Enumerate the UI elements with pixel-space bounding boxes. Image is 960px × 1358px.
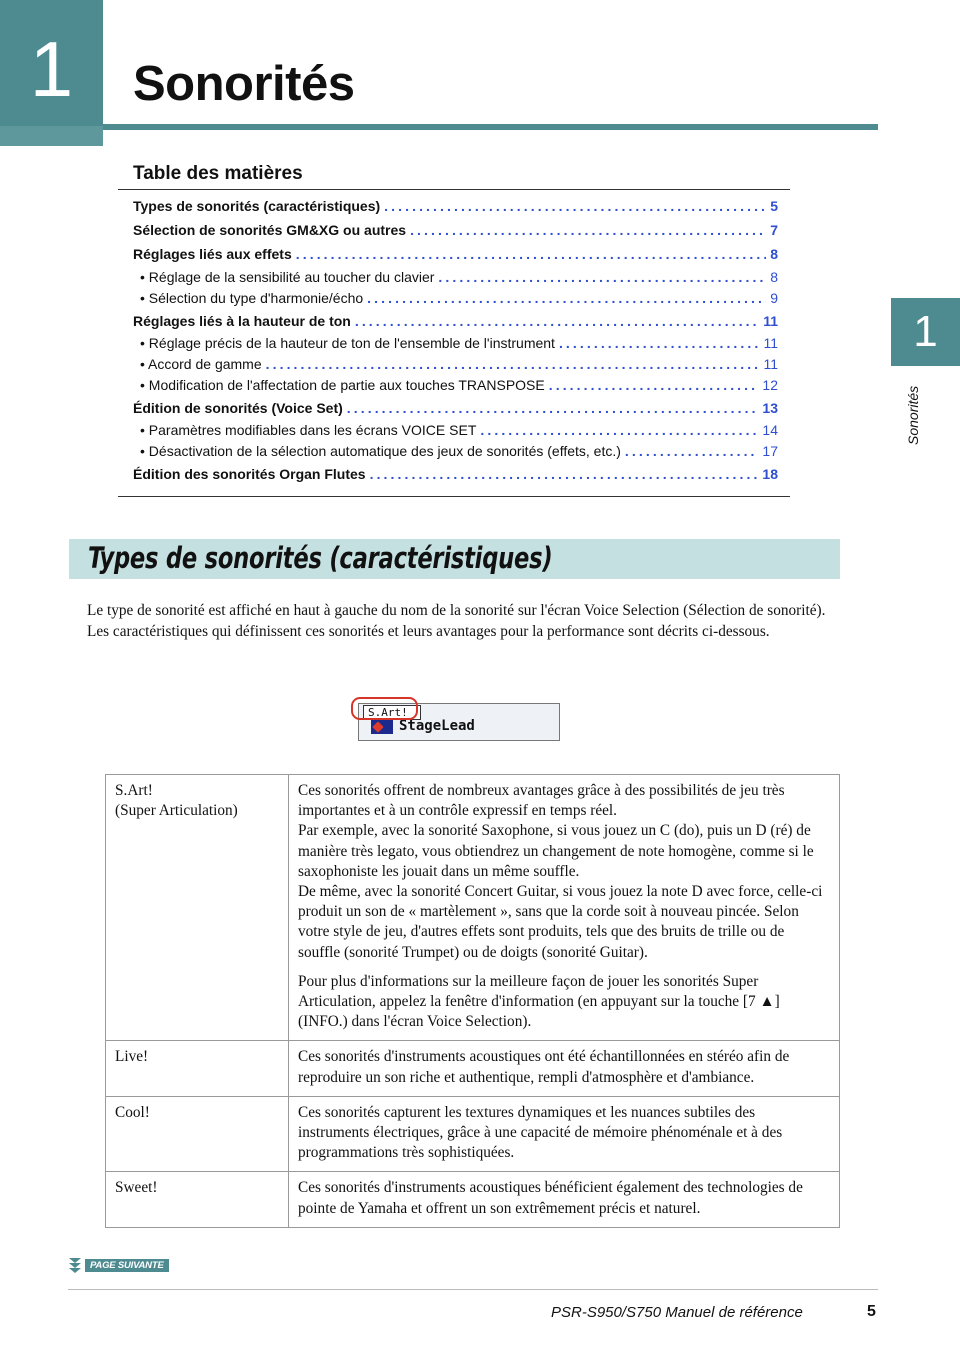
toc-leader-dots: [355, 313, 759, 329]
toc-entry[interactable]: [133, 422, 778, 438]
footer-rule: [68, 1289, 878, 1290]
toc-entry-page: 12: [762, 377, 778, 393]
voice-type-description: [289, 1172, 840, 1227]
toc-entry-page: 17: [762, 443, 778, 459]
voice-type-name: Cool!: [115, 1103, 150, 1121]
section-intro: Le type de sonorité est affiché en haut à gauche du nom de la sonorité sur l'écran Voice Selection (Sélection de sonorité). Les caractéristiques qui définissent ces sonorités et leurs avantages pour la performance sont décrits ci-dessous.: [87, 602, 826, 640]
toc-leader-dots: [410, 222, 766, 238]
toc-entry[interactable]: [133, 335, 778, 351]
toc-entry-label: • Paramètres modifiables dans les écrans VOICE SET: [140, 422, 477, 438]
voice-name: StageLead: [399, 718, 475, 734]
toc-leader-dots: [480, 422, 758, 438]
toc-leader-dots: [559, 335, 760, 351]
side-tab-chapter[interactable]: 1: [891, 298, 960, 366]
highlight-ring: [351, 697, 418, 720]
toc-leader-dots: [266, 356, 760, 372]
toc-entry-label: Sélection de sonorités GM&XG ou autres: [133, 222, 407, 238]
voice-type-cell: [106, 1041, 289, 1096]
table-row: [106, 1172, 840, 1227]
toc-leader-dots: [549, 377, 759, 393]
voice-type-description: [289, 1041, 840, 1096]
table-row: [106, 1096, 840, 1172]
toc-entry[interactable]: [133, 400, 778, 416]
voice-type-name: Live!: [115, 1048, 149, 1066]
description-paragraph: Ces sonorités d'instruments acoustiques ont été échantillonnées en stéréo afin de reproduire un son riche et authentique, rempli d'atmosphère et d'ambiance.: [298, 1048, 790, 1086]
toc-entry[interactable]: [133, 313, 778, 329]
footer-page-number: 5: [867, 1303, 876, 1320]
voice-type-tag: S.Art!: [363, 705, 421, 720]
table-row: [106, 775, 840, 1041]
description-paragraph: Pour plus d'informations sur la meilleure façon de jouer les sonorités Super Articulation, appelez la fenêtre d'information (en appuyant sur la touche [7 ▲] (INFO.) dans l'écran Voice Selection).: [298, 972, 780, 1031]
toc-entry-label: • Accord de gamme: [140, 356, 262, 372]
section-title: Types de sonorités (caractéristiques): [88, 541, 553, 575]
toc-entry-page: 11: [763, 313, 778, 329]
voice-type-description: [289, 775, 840, 1041]
next-page-marker[interactable]: [68, 1256, 169, 1274]
voice-type-name: S.Art!: [115, 782, 153, 799]
toc-entry-label: • Réglage précis de la hauteur de ton de l'ensemble de l'instrument: [140, 335, 555, 351]
toc-heading: Table des matières: [133, 163, 303, 184]
description-paragraph: Ces sonorités offrent de nombreux avantages grâce à des possibilités de jeu très importantes et à un contrôle expressif en temps réel. Par exemple, avec la sonorité Saxophone, si vous jouez un C (do), puis un D (ré) de manière très legato, vous obtiendrez un changement de note homogène, comme si le saxophoniste les jouait dans un même souffle. De même, avec la sonorité Concert Guitar, si vous jouez la note D avec force, celle-ci produit un son de « martèlement », sans que la corde soit à nouveau pincée. Selon votre style de jeu, d'autres effets sont produits, tels que des bruits de trille ou de souffle (sonorité Trumpet) ou de doigts (sonorité Guitar).: [298, 782, 823, 961]
toc-entry-label: Réglages liés aux effets: [133, 246, 292, 262]
voice-type-description: [289, 1096, 840, 1172]
toc-leader-dots: [625, 443, 759, 459]
toc-entry[interactable]: [133, 290, 778, 306]
toc-leader-dots: [367, 290, 766, 306]
voice-type-name: Sweet!: [115, 1179, 158, 1197]
next-page-label: PAGE SUIVANTE: [85, 1259, 169, 1272]
voice-type-cell: [106, 775, 289, 1041]
toc-entry-page: 18: [762, 466, 778, 482]
toc-entry[interactable]: [133, 222, 778, 238]
toc-leader-dots: [347, 400, 759, 416]
toc-entry-page: 8: [770, 269, 778, 285]
side-tab-label: Sonorités: [905, 385, 921, 445]
voice-types-table: [105, 774, 840, 1228]
toc-top-rule: [118, 189, 790, 190]
toc-leader-dots: [384, 198, 766, 214]
toc-entry-page: 9: [770, 290, 778, 306]
toc-bottom-rule: [118, 496, 790, 497]
toc-entry-page: 13: [762, 400, 778, 416]
description-paragraph: Ces sonorités d'instruments acoustiques bénéficient également des technologies de pointe de Yamaha et offrent un son extrêmement précis et naturel.: [298, 1179, 803, 1217]
toc-entry[interactable]: [133, 269, 778, 285]
toc-entry-label: • Réglage de la sensibilité au toucher du clavier: [140, 269, 435, 285]
toc-entry-page: 14: [762, 422, 778, 438]
toc-entry-page: 11: [763, 356, 778, 372]
toc-entry-label: Types de sonorités (caractéristiques): [133, 198, 381, 214]
toc-entry[interactable]: [133, 198, 778, 214]
toc-entry-page: 8: [770, 246, 778, 262]
toc-entry-page: 7: [770, 222, 778, 238]
toc-entry-label: • Modification de l'affectation de partie aux touches TRANSPOSE: [140, 377, 545, 393]
toc-entry-label: • Désactivation de la sélection automatique des jeux de sonorités (effets, etc.): [140, 443, 621, 459]
chapter-title: Sonorités: [133, 57, 355, 111]
description-paragraph: Ces sonorités capturent les textures dynamiques et les nuances subtiles des instruments électriques, grâce à une capacité de mémoire phénoménale et à des programmations très sophistiquées.: [298, 1103, 783, 1162]
chapter-number: 1: [0, 0, 103, 146]
voice-type-name: (Super Articulation): [115, 802, 238, 820]
toc-entry-label: Édition des sonorités Organ Flutes: [133, 466, 366, 482]
toc-entry[interactable]: [133, 356, 778, 372]
voice-type-cell: [106, 1096, 289, 1172]
toc-leader-dots: [438, 269, 766, 285]
chapter-box-strip: [0, 126, 103, 146]
voice-icon: [371, 720, 393, 734]
toc-entry[interactable]: [133, 443, 778, 459]
toc-entry[interactable]: [133, 466, 778, 482]
toc-entry-label: • Sélection du type d'harmonie/écho: [140, 290, 364, 306]
voice-type-cell: [106, 1172, 289, 1227]
double-chevron-down-icon: [68, 1256, 82, 1274]
toc-entry-page: 5: [770, 198, 778, 214]
toc-leader-dots: [370, 466, 759, 482]
toc-entry-label: Réglages liés à la hauteur de ton: [133, 313, 351, 329]
toc-leader-dots: [296, 246, 766, 262]
toc-entry-page: 11: [763, 335, 778, 351]
toc-entry[interactable]: [133, 246, 778, 262]
chapter-rule: [103, 124, 878, 130]
toc-entry[interactable]: [133, 377, 778, 393]
toc-entry-label: Édition de sonorités (Voice Set): [133, 400, 343, 416]
table-row: [106, 1041, 840, 1096]
footer-manual-title: PSR-S950/S750 Manuel de référence: [551, 1304, 803, 1321]
